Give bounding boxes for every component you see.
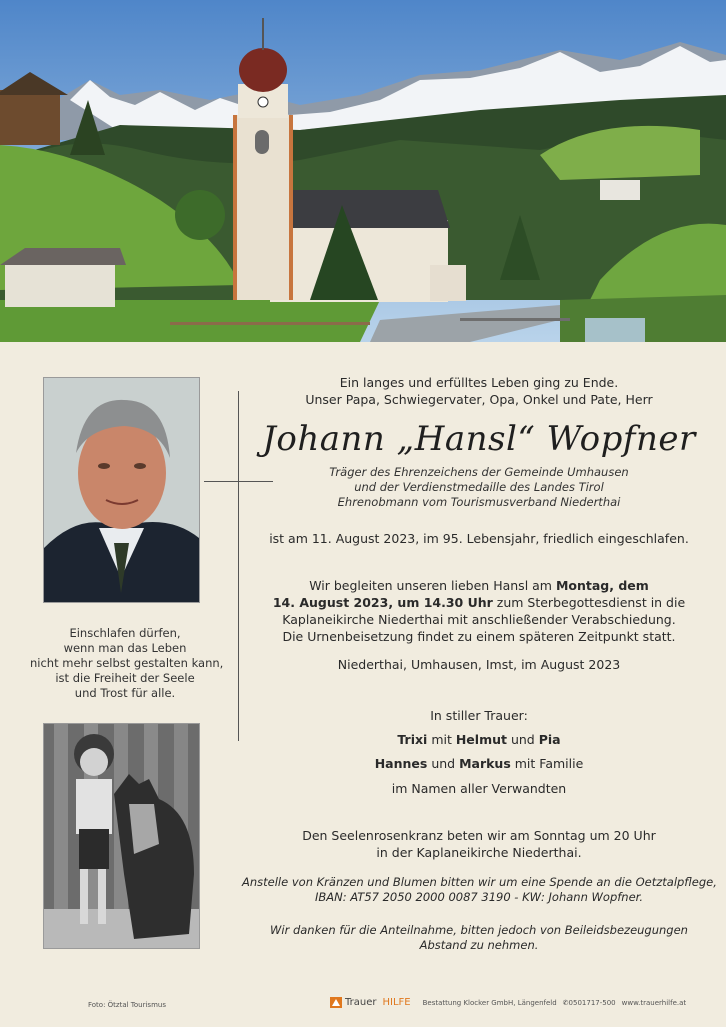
poem (30, 626, 224, 701)
rosary-notice (262, 827, 696, 861)
service-text: zum Sterbegottesdienst in die (492, 595, 686, 610)
rosary-line: Den Seelenrosenkranz beten wir am Sonntag um 20 Uhr (302, 828, 656, 843)
phone-number: ✆0501717-500 (562, 998, 616, 1007)
brand-name-part: HILFE (382, 997, 411, 1008)
rosary-line: in der Kaplaneikirche Niederthai. (376, 845, 582, 860)
trauerhilfe-logo-icon (330, 997, 342, 1008)
child-with-dog-photo (43, 723, 200, 949)
mourner-name: Markus (459, 756, 511, 771)
mourner-name: Helmut (455, 732, 507, 747)
poem-line: Einschlafen dürfen, (69, 626, 181, 640)
mourners-heading: In stiller Trauer: (430, 708, 528, 723)
donation-notice (242, 875, 717, 905)
service-date: Montag, dem (555, 578, 649, 593)
brand-name (345, 997, 417, 1008)
photo-credit: Foto: Ötztal Tourismus (88, 1001, 166, 1009)
poem-line: nicht mehr selbst gestalten kann, (30, 656, 224, 670)
honors (262, 465, 696, 510)
poem-line: ist die Freiheit der Seele (55, 671, 195, 685)
mourner-connector: und (427, 756, 460, 771)
honor-line: Träger des Ehrenzeichens der Gemeinde Umhausen (329, 465, 629, 479)
thanks-line: Abstand zu nehmen. (419, 938, 539, 952)
deceased-name: Johann „Hansl“ Wopfner (262, 419, 696, 459)
mourner-connector: mit (427, 732, 456, 747)
intro-text (262, 374, 696, 408)
portrait-photo (43, 377, 200, 603)
service-text: Kaplaneikirche Niederthai mit anschließender Verabschiedung. (282, 612, 676, 627)
mourner-name: Hannes (374, 756, 428, 771)
donation-line: Anstelle von Kränzen und Blumen bitten wir um eine Spende an die Oetztalpflege, (242, 875, 717, 889)
intro-line: Ein langes und erfülltes Leben ging zu Ende. (339, 375, 619, 390)
honor-line: Ehrenobmann vom Tourismusverband Niederthai (337, 495, 621, 509)
header-landscape-image (0, 0, 726, 342)
poem-line: und Trost für alle. (74, 686, 176, 700)
website-link[interactable]: www.trauerhilfe.at (621, 998, 687, 1007)
mourner-name: Trixi (397, 732, 428, 747)
thanks-line: Wir danken für die Anteilnahme, bitten jedoch von Beileidsbezeugungen (270, 923, 688, 937)
mourner-name: Pia (538, 732, 561, 747)
poem-line: wenn man das Leben (63, 641, 187, 655)
footer (330, 997, 692, 1008)
service-text: Die Urnenbeisetzung findet zu einem späteren Zeitpunkt statt. (282, 629, 676, 644)
mourner-connector: mit Familie (510, 756, 584, 771)
funeral-service-text (262, 577, 696, 645)
brand-name-part: Trauer (345, 997, 377, 1008)
place-date: Niederthai, Umhausen, Imst, im August 2023 (337, 657, 621, 672)
donation-line: IBAN: AT57 2050 2000 0087 3190 - KW: Johann Wopfner. (314, 890, 643, 904)
mourner-connector: und (506, 732, 539, 747)
service-text: Wir begleiten unseren lieben Hansl am (309, 578, 556, 593)
company-name: Bestattung Klocker GmbH, Längenfeld (422, 998, 557, 1007)
thanks-notice (262, 923, 696, 953)
mourners-line (262, 731, 696, 748)
mourners-line (262, 755, 696, 772)
intro-line: Unser Papa, Schwiegervater, Opa, Onkel und Pate, Herr (305, 392, 653, 407)
service-date-time: 14. August 2023, um 14.30 Uhr (272, 595, 493, 610)
death-notice: ist am 11. August 2023, im 95. Lebensjahr, friedlich eingeschlafen. (269, 531, 689, 546)
mourners-line: im Namen aller Verwandten (391, 781, 567, 796)
cross-symbol (238, 391, 239, 741)
honor-line: und der Verdienstmedaille des Landes Tirol (354, 480, 604, 494)
